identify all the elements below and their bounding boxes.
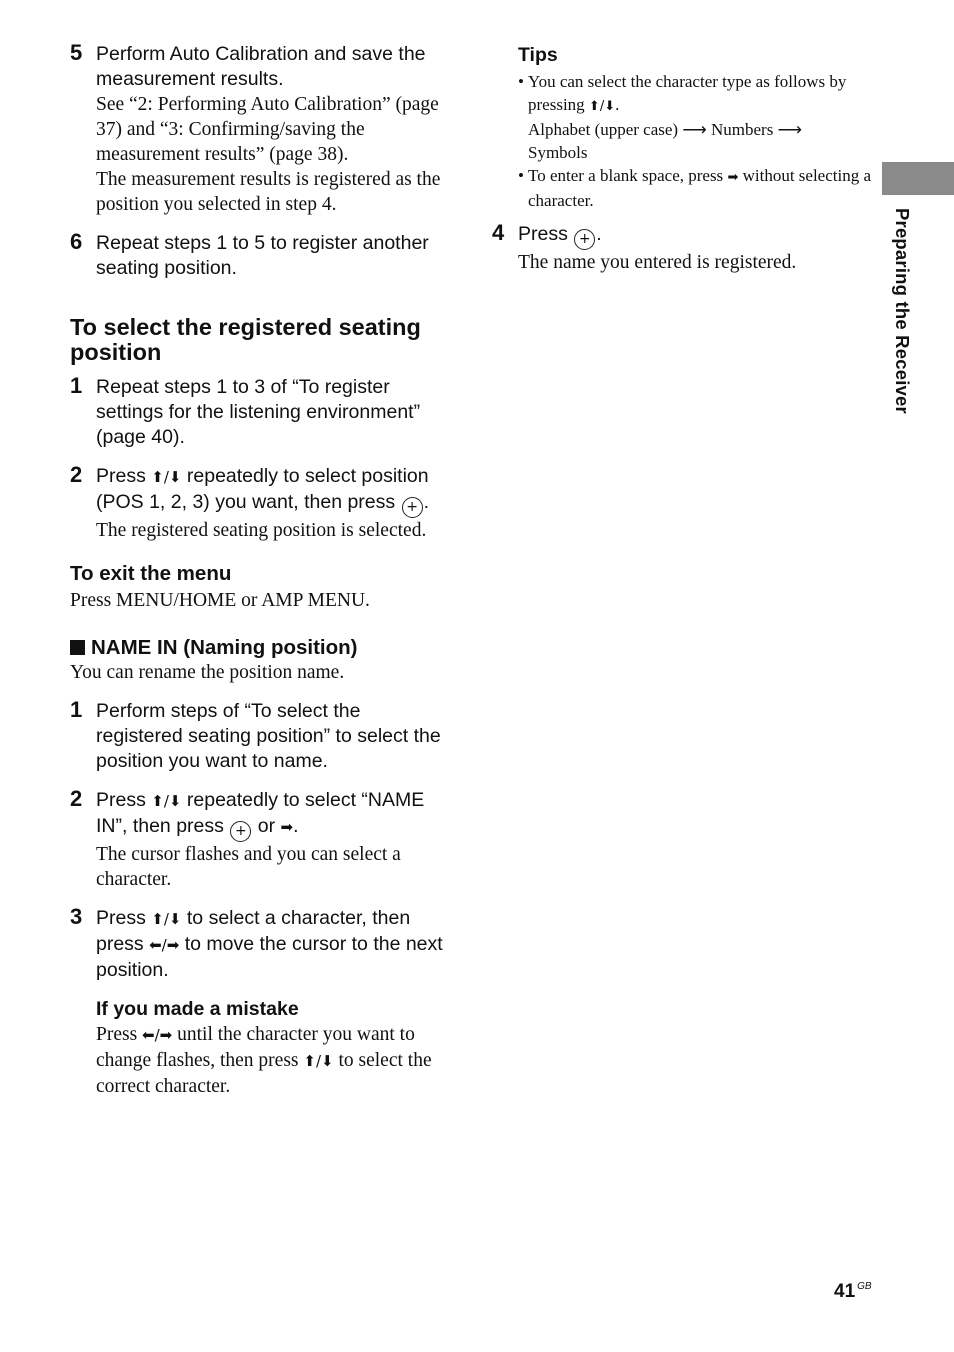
step-6 bbox=[70, 231, 450, 281]
enter-button-icon: + bbox=[574, 229, 595, 250]
step-number: 2 bbox=[70, 462, 83, 487]
name-in-body: You can rename the position name. bbox=[70, 662, 345, 683]
text: You can select the character type as follows by pressing bbox=[528, 72, 847, 114]
step-body-2: The measurement results is registered as the position you selected in step 4. bbox=[96, 169, 441, 215]
step-heading bbox=[96, 906, 450, 983]
mistake-title: If you made a mistake bbox=[96, 998, 299, 1020]
text: . bbox=[293, 815, 299, 837]
right-arrow-icon: ➡ bbox=[280, 818, 294, 836]
select-step-2 bbox=[70, 464, 450, 543]
up-down-arrow-icon: ⬆/⬇ bbox=[151, 910, 182, 928]
tip-item bbox=[492, 164, 872, 212]
step-5 bbox=[70, 42, 450, 217]
text: Press bbox=[96, 465, 152, 487]
step-number: 2 bbox=[70, 786, 83, 811]
text: Symbols bbox=[528, 143, 588, 162]
text: . bbox=[423, 491, 429, 513]
step-body: The registered seating position is selected. bbox=[96, 520, 427, 541]
bullet: • bbox=[518, 166, 524, 185]
text: to move the cursor to the next position. bbox=[96, 933, 443, 981]
left-right-arrow-icon: ⬅/➡ bbox=[149, 936, 180, 954]
step-heading: Repeat steps 1 to 3 of “To register settings for the listening environment” (page 40). bbox=[96, 376, 421, 448]
step-heading bbox=[96, 788, 450, 842]
text: Press bbox=[96, 907, 152, 929]
left-right-arrow-icon: ⬅/➡ bbox=[142, 1026, 173, 1044]
step-4 bbox=[492, 222, 872, 275]
long-arrow-icon: ⟶ bbox=[682, 120, 707, 139]
page-number-value: 41 bbox=[834, 1281, 856, 1302]
text: . bbox=[615, 95, 620, 114]
tip-item bbox=[492, 70, 872, 164]
up-down-arrow-icon: ⬆/⬇ bbox=[588, 99, 616, 114]
up-down-arrow-icon: ⬆/⬇ bbox=[151, 468, 182, 486]
square-bullet-icon bbox=[70, 640, 85, 655]
text: or bbox=[252, 815, 281, 837]
right-column bbox=[492, 42, 872, 289]
text: repeatedly to select position (POS 1, 2, 3) you want, then press bbox=[96, 465, 429, 513]
section-title-select-position: To select the registered seating position bbox=[70, 314, 421, 365]
name-in-step-3 bbox=[70, 906, 450, 1099]
step-heading bbox=[96, 464, 450, 518]
step-heading: Perform steps of “To select the registered seating position” to select the position you want to name. bbox=[96, 700, 441, 772]
step-body: See “2: Performing Auto Calibration” (page 37) and “3: Confirming/saving the measurement results” (page 38). bbox=[96, 94, 439, 165]
up-down-arrow-icon: ⬆/⬇ bbox=[303, 1052, 334, 1070]
name-in-step-2 bbox=[70, 788, 450, 892]
step-number: 6 bbox=[70, 229, 83, 254]
enter-button-icon: + bbox=[402, 497, 423, 518]
long-arrow-icon: ⟶ bbox=[777, 120, 802, 139]
step-heading: Repeat steps 1 to 5 to register another seating position. bbox=[96, 232, 429, 279]
exit-menu-title: To exit the menu bbox=[70, 562, 232, 585]
text: repeatedly to select “NAME IN”, then press bbox=[96, 789, 425, 837]
text: to select the correct character. bbox=[96, 1050, 432, 1097]
tips-title: Tips bbox=[518, 44, 558, 66]
enter-button-icon: + bbox=[230, 821, 251, 842]
step-number: 3 bbox=[70, 904, 83, 929]
text: Press bbox=[518, 223, 574, 245]
step-number: 5 bbox=[70, 40, 83, 65]
name-in-title-text: NAME IN (Naming position) bbox=[91, 636, 358, 659]
left-column bbox=[70, 42, 450, 1113]
text: To enter a blank space, press bbox=[528, 166, 728, 185]
bullet: • bbox=[518, 72, 524, 91]
name-in-title bbox=[70, 635, 450, 660]
text: Press bbox=[96, 789, 152, 811]
text: to select a character, then press bbox=[96, 907, 411, 955]
text: until the character you want to change flashes, then press bbox=[96, 1024, 415, 1071]
page-number-suffix: GB bbox=[857, 1281, 872, 1292]
step-number: 1 bbox=[70, 373, 83, 398]
step-heading: Perform Auto Calibration and save the measurement results. bbox=[96, 43, 426, 90]
up-down-arrow-icon: ⬆/⬇ bbox=[151, 792, 182, 810]
mistake-body bbox=[96, 1022, 450, 1099]
right-arrow-icon: ➡ bbox=[727, 170, 739, 185]
exit-menu-body: Press MENU/HOME or AMP MENU. bbox=[70, 590, 370, 611]
step-number: 1 bbox=[70, 697, 83, 722]
side-tab bbox=[882, 162, 954, 195]
name-in-step-1 bbox=[70, 699, 450, 774]
text: Alphabet (upper case) bbox=[528, 120, 683, 139]
text: Press bbox=[96, 1024, 143, 1045]
step-body: The cursor flashes and you can select a character. bbox=[96, 844, 401, 890]
step-body: The name you entered is registered. bbox=[518, 252, 797, 273]
text: without selecting a character. bbox=[528, 166, 872, 210]
text: Numbers bbox=[706, 120, 778, 139]
step-number: 4 bbox=[492, 220, 505, 245]
page-number bbox=[834, 1281, 872, 1303]
text: . bbox=[596, 223, 602, 245]
side-section-label: Preparing the Receiver bbox=[892, 208, 913, 414]
select-step-1 bbox=[70, 375, 450, 450]
step-heading bbox=[518, 222, 872, 250]
